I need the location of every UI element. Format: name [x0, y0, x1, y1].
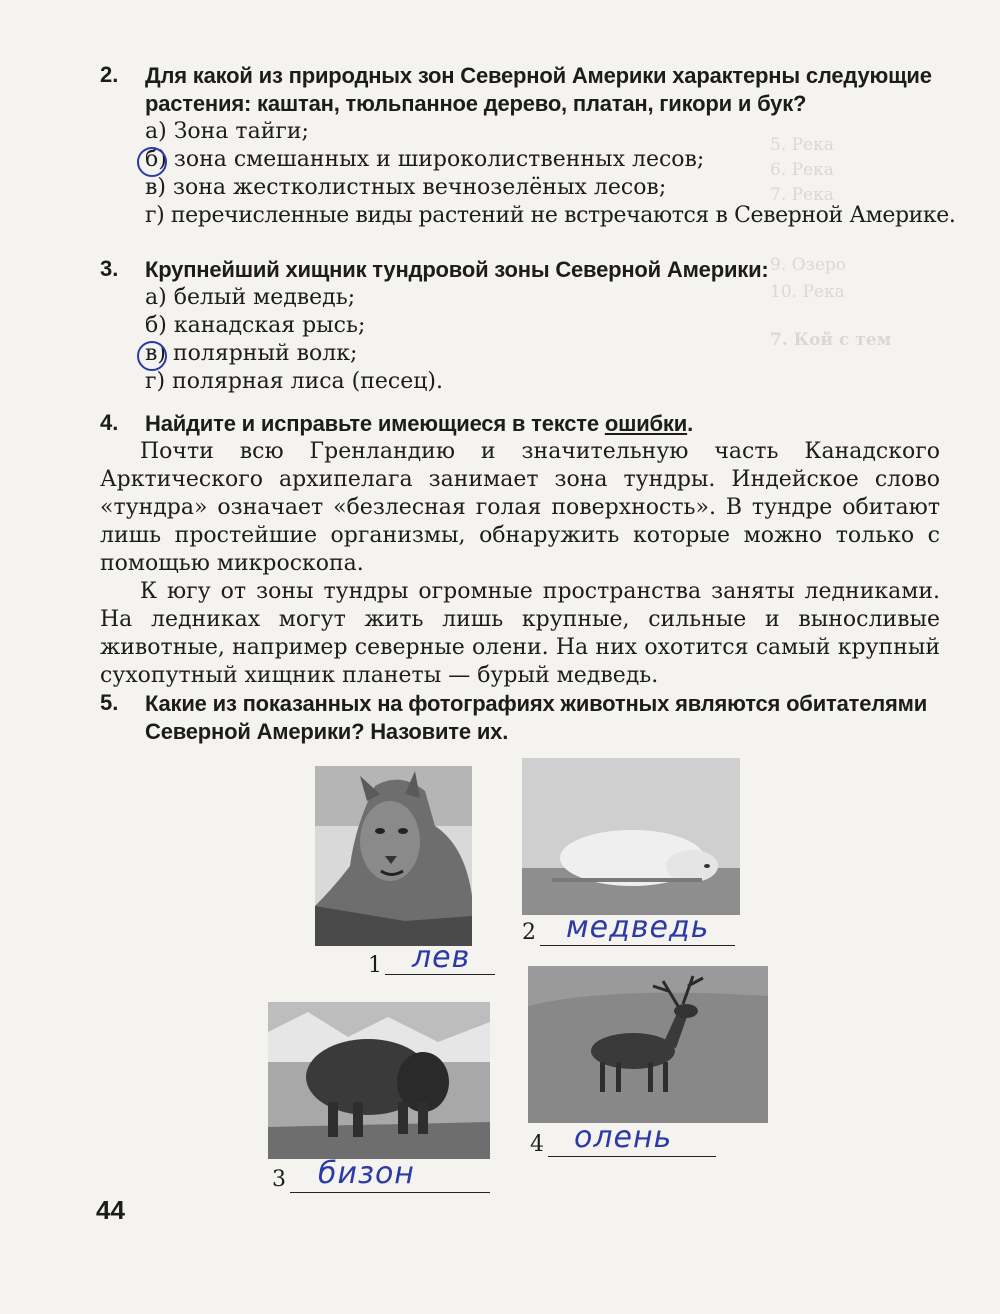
question-5	[100, 690, 940, 746]
question-text: Крупнейший хищник тундровой зоны Северной Америки:	[145, 257, 769, 282]
answer-option: б) канадская рысь;	[145, 313, 366, 338]
answer-line-4	[548, 1156, 716, 1157]
photo-label-4: 4	[530, 1132, 544, 1157]
page-number: 44	[96, 1195, 125, 1225]
question-text-part: Найдите и исправьте имеющиеся в тексте	[145, 411, 605, 436]
paragraph: Почти всю Гренландию и значительную часть Канадского Арктического архипелага занимает зона тундры. Индейское слово «тундра» означает «безлесная голая поверхность». В тундре обитают лишь простейшие организмы, обнаружить которые можно только с помощью микроскопа.	[100, 439, 940, 576]
photo-label-3: 3	[272, 1167, 286, 1192]
handwritten-answer-2: медведь	[566, 910, 710, 945]
answer-option: г) полярная лиса (песец).	[145, 369, 443, 394]
answer-option: г) перечисленные виды растений не встречаются в Северной Америке.	[145, 203, 956, 228]
answer-option-circled: в) полярный волк;	[145, 340, 940, 368]
polar-bear-image	[522, 758, 740, 915]
handwritten-answer-1: лев	[412, 940, 471, 975]
bleed-through-text: 7. Река	[770, 185, 834, 205]
bleed-through-text: 5. Река	[770, 135, 834, 155]
question-text: Какие из показанных на фотографиях животных являются обитателями Северной Америки? Назовите их.	[145, 691, 928, 744]
handwritten-answer-4: олень	[574, 1120, 673, 1155]
polar-bear-photo	[522, 758, 740, 915]
bleed-through-text: 6. Река	[770, 160, 834, 180]
cougar-image	[315, 766, 472, 946]
question-number: 5.	[100, 690, 119, 715]
answer-line-3	[290, 1192, 490, 1193]
question-text-part: .	[687, 411, 693, 436]
paragraph: К югу от зоны тундры огромные пространства заняты ледниками. На ледниках могут жить лишь крупные, сильные и выносливые животные, например северные олени. На них охотится самый крупный сухопутный хищник планеты — бурый медведь.	[100, 579, 940, 688]
question-number: 2.	[100, 62, 119, 87]
question-text	[145, 410, 940, 438]
answer-option: а) Зона тайги;	[145, 119, 309, 144]
handwritten-answer-3: бизон	[318, 1156, 415, 1191]
question-4	[100, 410, 940, 690]
cougar-photo	[315, 766, 472, 946]
photo-label-1: 1	[368, 953, 382, 978]
bleed-through-text: 9. Озеро	[770, 255, 847, 275]
caribou-photo	[528, 966, 768, 1123]
answer-option: в) зона жестколистных вечнозелёных лесов;	[145, 175, 667, 200]
bison-image	[268, 1002, 490, 1159]
bleed-through-text: 10. Река	[770, 282, 845, 302]
answer-option-circled: б) зона смешанных и широколиственных лесов;	[145, 146, 940, 174]
question-number: 4.	[100, 410, 119, 435]
question-3	[100, 256, 940, 396]
bison-photo	[268, 1002, 490, 1159]
photo-label-2: 2	[522, 920, 536, 945]
answer-option: а) белый медведь;	[145, 285, 356, 310]
question-text: Для какой из природных зон Северной Америки характерны следующие растения: каштан, тюльпанное дерево, платан, гикори и бук?	[145, 63, 932, 116]
underlined-word: ошибки	[604, 411, 688, 436]
question-2	[100, 62, 956, 230]
bleed-through-text: 7. Кой с тем	[770, 330, 892, 350]
answer-line-2	[540, 945, 735, 946]
caribou-image	[528, 966, 768, 1123]
question-number: 3.	[100, 256, 119, 281]
